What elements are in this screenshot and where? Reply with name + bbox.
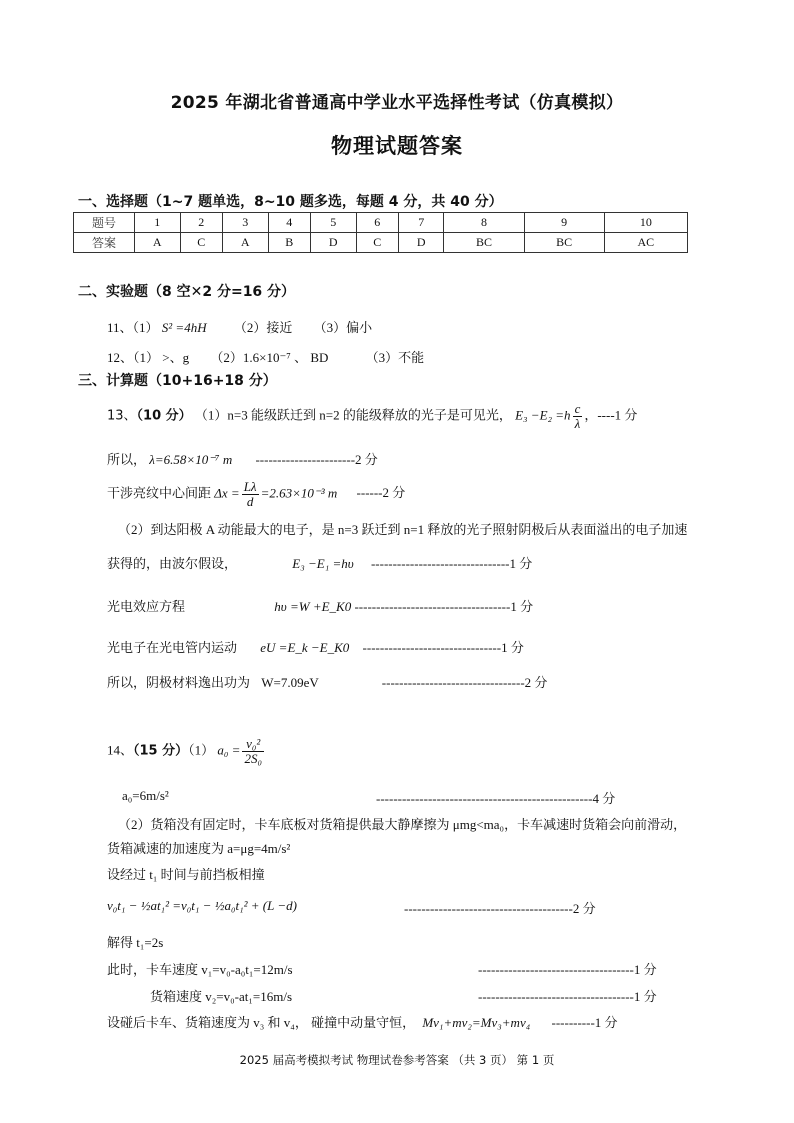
q13-line7-formula: eU =E_k −E_K0 <box>260 640 350 655</box>
q14-result1-marks: --------------------------------------------------4 分 <box>376 791 616 806</box>
q14-part1-formula: a₀ = <box>217 742 241 758</box>
q14-box-speed-marks: ------------------------------------1 分 <box>478 989 657 1004</box>
row-header-answer: 答案 <box>74 233 135 253</box>
q14-equation: v₀t₁ − ½at₁² =v₀t₁ − ½a₀t₁² + (L −d) <box>107 898 297 913</box>
q14-part2-line3: 设经过 t₁ 时间与前挡板相撞 <box>107 867 265 882</box>
table-row-numbers <box>74 213 688 233</box>
q11-line <box>107 317 372 336</box>
table-cell: 1 <box>135 213 181 233</box>
table-cell: 10 <box>604 213 687 233</box>
q14-part1-prefix: （1） <box>188 742 215 758</box>
q11-formula: S² =4hH <box>161 320 207 335</box>
q12-line <box>107 347 424 366</box>
frac-den: λ <box>574 416 581 431</box>
q13-score: （10 分） <box>136 408 192 424</box>
table-cell: 5 <box>310 213 356 233</box>
q13-line6-marks: ------------------------------------1 分 <box>354 599 534 614</box>
table-cell: 9 <box>524 213 604 233</box>
q13-line2 <box>107 449 378 468</box>
q14-part2-line1: （2）货箱没有固定时，卡车底板对货箱提供最大静摩擦为 μmg<ma₀，卡车减速时货箱会向前滑动， <box>118 817 687 832</box>
q14-box-speed-value: v₂=v₀-at₁=16m/s <box>205 989 293 1004</box>
q13-line8-text: 所以，阴极材料逸出功为 <box>107 675 251 690</box>
q14-equation-marks: ---------------------------------------2 分 <box>404 901 596 916</box>
q13-line2-text: 所以， <box>107 452 147 467</box>
frac-num: v₀² <box>242 737 264 752</box>
q13-line3-formula-right: =2.63×10⁻³ m <box>260 485 338 501</box>
q14-truck-speed-marks: ------------------------------------1 分 <box>478 962 657 977</box>
q14-momentum <box>107 1012 618 1031</box>
frac-den: d <box>246 494 254 509</box>
table-cell: 8 <box>444 213 524 233</box>
table-cell: D <box>310 233 356 253</box>
q13-line7-marks: --------------------------------1 分 <box>362 640 524 655</box>
q11-part3: （3）偏小 <box>313 320 373 335</box>
document-title: 2025 年湖北省普通高中学业水平选择性考试（仿真模拟） <box>170 93 624 113</box>
q13-line1-formula: E₃ −E₂ =h <box>515 407 571 423</box>
table-cell: 3 <box>222 213 268 233</box>
table-cell: C <box>356 233 398 253</box>
q13-line5-formula: E₃ −E₁ =hυ <box>292 556 354 571</box>
q13-line6 <box>107 596 533 615</box>
q13-line3-text: 干涉亮纹中心间距 <box>107 485 212 501</box>
table-cell: BC <box>524 233 604 253</box>
section2-heading: 二、实验题（8 空✕2 分=16 分） <box>78 284 296 300</box>
page-footer: 2025 届高考模拟考试 物理试卷参考答案 （共 3 页） 第 1 页 <box>239 1053 555 1067</box>
q13-line6-text: 光电效应方程 <box>107 599 186 614</box>
table-row-answers <box>74 233 688 253</box>
q14-truck-speed-value: v₁=v₀-a₀t₁=12m/s <box>201 962 293 977</box>
q14-truck-speed <box>107 959 293 978</box>
q13-line8-marks: ---------------------------------2 分 <box>381 675 548 690</box>
q12-part2: （2）1.6×10⁻⁷ 、 BD <box>210 350 329 365</box>
table-cell: A <box>222 233 268 253</box>
q13-line1-marks: ，----1 分 <box>584 407 638 423</box>
document-subtitle: 物理试题答案 <box>331 134 463 158</box>
answer-table <box>73 212 688 253</box>
fraction <box>573 402 583 431</box>
q13-line6-formula: hυ =W +E_K0 <box>274 599 352 614</box>
q14-solve: 解得 t₁=2s <box>107 935 164 950</box>
q13-line2-formula: λ=6.58×10⁻⁷ m <box>149 452 233 467</box>
table-cell: AC <box>604 233 687 253</box>
table-cell: 6 <box>356 213 398 233</box>
q13-line1 <box>107 402 637 431</box>
q13-line3-marks: ------2 分 <box>356 485 406 501</box>
q12-prefix: 12、（1） <box>107 350 160 365</box>
table-cell: D <box>398 233 444 253</box>
q13-line2-marks: -----------------------2 分 <box>255 452 378 467</box>
q14-box-speed-text: 货箱速度 <box>150 989 203 1004</box>
table-cell: 2 <box>180 213 222 233</box>
q13-line4: （2）到达阳极 A 动能最大的电子，是 n=3 跃迁到 n=1 释放的光子照射阴极后从表面溢出的电子加速 <box>118 522 688 537</box>
fraction <box>242 480 259 509</box>
q13-line7 <box>107 637 524 656</box>
q13-line5-text: 获得的，由波尔假设， <box>107 556 238 571</box>
q13-line8-value: W=7.09eV <box>261 675 319 690</box>
section3-heading: 三、计算题（10+16+18 分） <box>78 373 277 389</box>
q11-part2: （2）接近 <box>233 320 293 335</box>
q13-line8 <box>107 672 547 691</box>
frac-den: 2S₀ <box>244 751 262 766</box>
frac-num: Lλ <box>243 479 257 494</box>
q14-box-speed <box>150 986 292 1005</box>
q14-truck-speed-text: 此时，卡车速度 <box>107 962 199 977</box>
q14-line1 <box>107 737 266 766</box>
table-cell: B <box>268 233 310 253</box>
table-cell: 7 <box>398 213 444 233</box>
q13-line7-text: 光电子在光电管内运动 <box>107 640 238 655</box>
q14-result1 <box>122 788 169 804</box>
q13-line1-text: （1）n=3 能级跃迁到 n=2 的能级释放的光子是可见光， <box>194 407 512 423</box>
q13-line3-formula-left: Δx = <box>214 485 240 501</box>
q14-momentum-text: 设碰后卡车、货箱速度为 v₃ 和 v₄， 碰撞中动量守恒， <box>107 1015 416 1030</box>
q13-line5 <box>107 553 532 572</box>
table-cell: A <box>135 233 181 253</box>
q14-score: （15 分） <box>133 743 189 759</box>
q13-line3 <box>107 480 405 509</box>
q14-momentum-marks: ----------1 分 <box>551 1015 618 1030</box>
frac-num: c <box>574 401 581 416</box>
q12-part1: >、g <box>162 350 190 365</box>
q14-momentum-formula: Mv₁+mv₂=Mv₃+mv₄ <box>422 1015 531 1030</box>
q13-label: 13、 <box>107 408 137 424</box>
q11-prefix: 11、（1） <box>107 320 159 335</box>
table-cell: C <box>180 233 222 253</box>
q13-line5-marks: --------------------------------1 分 <box>370 556 533 571</box>
q14-label: 14、 <box>107 742 134 758</box>
fraction <box>242 737 264 766</box>
q14-result1-value: a₀=6m/s² <box>122 788 169 803</box>
table-cell: BC <box>444 233 524 253</box>
q12-part3: （3）不能 <box>365 350 425 365</box>
section1-heading: 一、选择题（1~7 题单选，8~10 题多选，每题 4 分，共 40 分） <box>78 194 503 210</box>
q14-part2-line2: 货箱减速的加速度为 a=μg=4m/s² <box>107 841 291 856</box>
table-cell: 4 <box>268 213 310 233</box>
row-header-number: 题号 <box>74 213 135 233</box>
